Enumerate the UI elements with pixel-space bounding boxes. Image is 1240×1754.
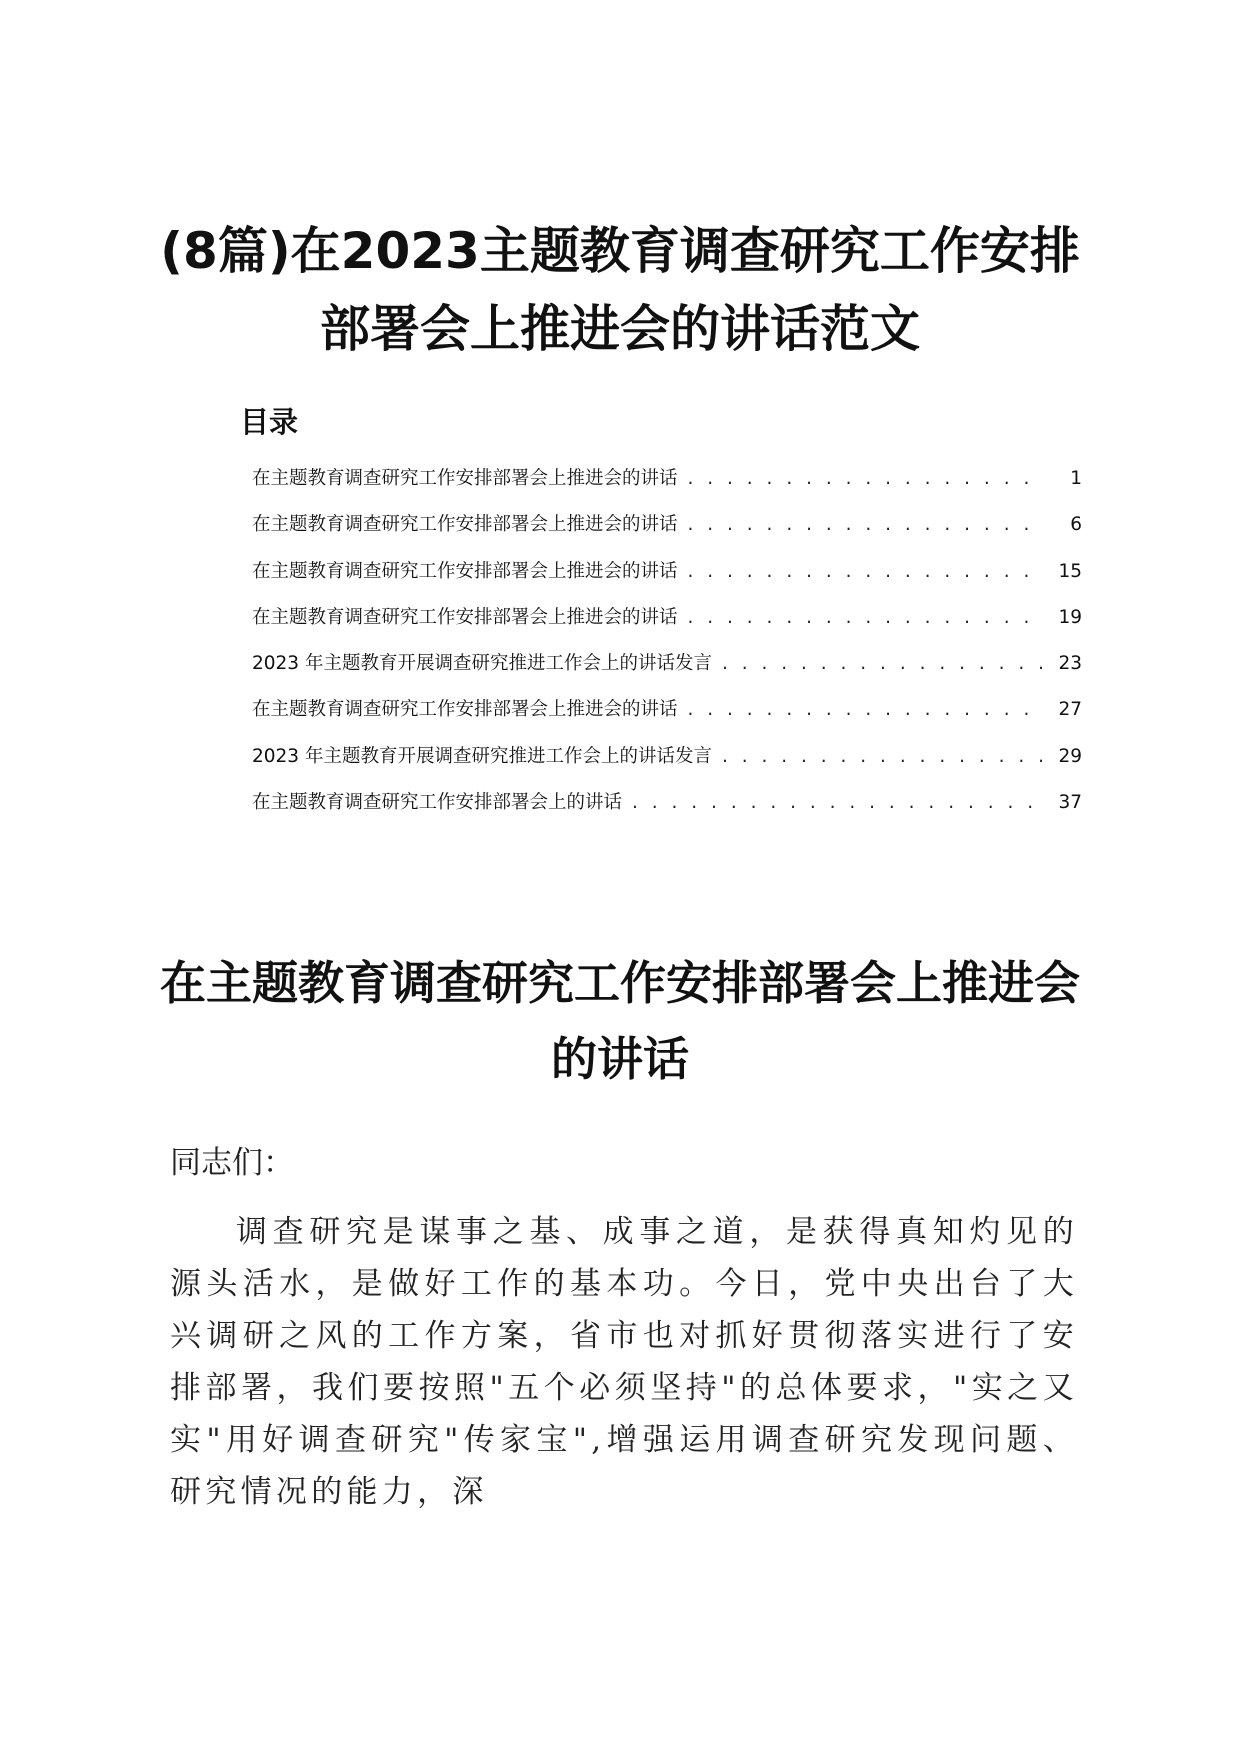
toc-heading: 目录 xyxy=(240,405,299,439)
toc-page-number: 6 xyxy=(1070,514,1082,536)
toc-dot-leader xyxy=(688,563,1042,582)
document-title-line-2: 部署会上推进会的讲话范文 xyxy=(320,300,920,358)
toc-entry-title: 2023 年主题教育开展调查研究推进工作会上的讲话发言 xyxy=(252,653,712,675)
toc-entry-title: 在主题教育调查研究工作安排部署会上推进会的讲话 xyxy=(252,560,678,582)
salutation: 同志们： xyxy=(170,1145,294,1181)
toc-page-number: 19 xyxy=(1058,606,1082,628)
toc-dot-leader xyxy=(632,794,1042,813)
table-of-contents xyxy=(252,470,1082,840)
toc-entry[interactable] xyxy=(252,655,1082,701)
toc-entry[interactable] xyxy=(252,470,1082,516)
toc-dot-leader xyxy=(688,516,1042,535)
document-title-line-1: (8篇)在2023主题教育调查研究工作安排 xyxy=(160,222,1080,280)
toc-page-number: 23 xyxy=(1058,653,1082,675)
toc-dot-leader xyxy=(688,609,1042,628)
toc-entry[interactable] xyxy=(252,701,1082,747)
body-paragraph: 调查研究是谋事之基、成事之道，是获得真知灼见的源头活水，是做好工作的基本功。今日，党中央出台了大兴调研之风的工作方案，省市也对抓好贯彻落实进行了安排部署，我们要按照"五个必须坚持"的总体要求，"实之又实"用好调查研究"传家宝",增强运用调查研究发现问题、研究情况的能力，深 xyxy=(170,1214,1078,1510)
toc-entry-title: 在主题教育调查研究工作安排部署会上推进会的讲话 xyxy=(252,468,678,489)
toc-page-number: 37 xyxy=(1058,792,1082,814)
toc-entry[interactable] xyxy=(252,606,1082,655)
toc-dot-leader xyxy=(688,701,1042,720)
speech-title-line-2: 的讲话 xyxy=(551,1032,689,1086)
toc-entry-title: 在主题教育调查研究工作安排部署会上推进会的讲话 xyxy=(252,699,678,721)
speech-title-line-1: 在主题教育调查研究工作安排部署会上推进会 xyxy=(160,956,1080,1010)
toc-entry-title: 在主题教育调查研究工作安排部署会上推进会的讲话 xyxy=(252,514,678,536)
toc-entry[interactable] xyxy=(252,516,1082,562)
toc-entry[interactable] xyxy=(252,794,1082,840)
toc-entry[interactable] xyxy=(252,745,1082,794)
toc-dot-leader xyxy=(722,655,1042,674)
toc-entry[interactable] xyxy=(252,560,1082,609)
toc-entry-title: 2023 年主题教育开展调查研究推进工作会上的讲话发言 xyxy=(252,745,712,767)
toc-page-number: 29 xyxy=(1058,745,1082,767)
toc-entry-title: 在主题教育调查研究工作安排部署会上的讲话 xyxy=(252,792,623,814)
toc-page-number: 27 xyxy=(1058,699,1082,721)
toc-page-number: 1 xyxy=(1070,468,1082,489)
toc-dot-leader xyxy=(688,470,1042,489)
toc-entry-title: 在主题教育调查研究工作安排部署会上推进会的讲话 xyxy=(252,606,678,628)
toc-page-number: 15 xyxy=(1058,560,1082,582)
toc-dot-leader xyxy=(722,748,1042,767)
